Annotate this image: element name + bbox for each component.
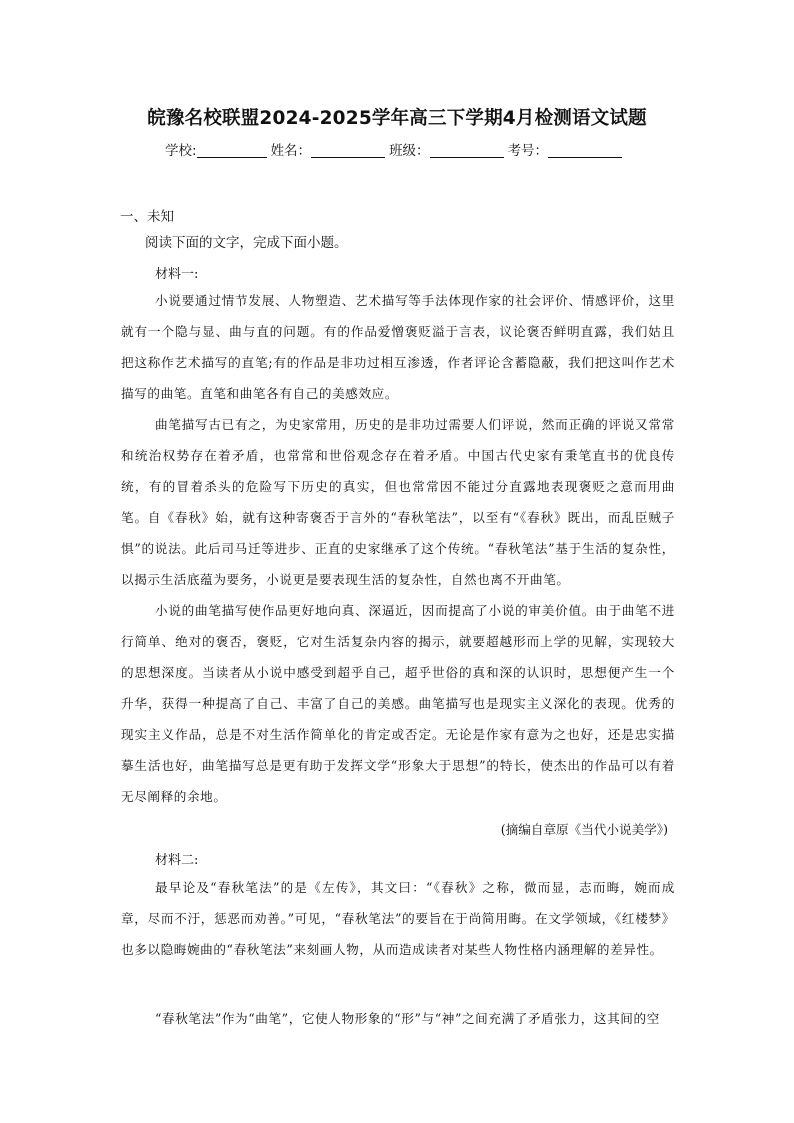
material-two-paragraph: 最早论及“春秋笔法”的是《左传》，其文曰：“《春秋》之称，微而显，志而晦，婉而成章，尽而不汙，惩恶而劝善。”可见，“春秋笔法”的要旨在于尚简用晦。在文学领域，《红楼梦》也多以隐晦婉曲的“春秋笔法”来刻画人物，从而造成读者对某些人物性格内涵理解的差异性。 <box>121 880 675 957</box>
exam-no-label: 考号： <box>507 143 549 159</box>
material-one-source: (摘编自章原《当代小说美学》) <box>500 822 668 837</box>
exam-no-blank[interactable] <box>548 143 622 158</box>
material-one-paragraph: 曲笔描写古已有之，为史家常用，历史的是非功过需要人们评说，然而正确的评说又常常和统治权势存在着矛盾，也常常和世俗观念存在着矛盾。中国古代史家有秉笔直书的优良传统，有的冒着杀头的危险写下历史的真实，但也常常因不能过分直露地表现褒贬之意而用曲笔。自《春秋》始，就有这种寄褒否于言外的“春秋笔法”，以至有“《春秋》既出，而乱臣贼子惧”的说法。此后司马迁等进步、正直的史家继承了这个传统。“春秋笔法”基于生活的复杂性，以揭示生活底蕴为要务，小说更是要表现生活的复杂性，自然也离不开曲笔。 <box>121 417 675 587</box>
material-one-label: 材料一: <box>155 267 199 282</box>
school-blank[interactable] <box>197 143 267 158</box>
page-title: 皖豫名校联盟2024-2025学年高三下学期4月检测语文试题 <box>147 108 647 129</box>
material-one-paragraph: 小说的曲笔描写使作品更好地向真、深逼近，因而提高了小说的审美价值。由于曲笔不进行简单、绝对的褒否，褒贬，它对生活复杂内容的揭示，就要超越形而上学的见解，实现较大的思想深度。当读者从小说中感受到超乎自己，超乎世俗的真和深的认识时，思想便产生一个升华，获得一种提高了自己、丰富了自己的美感。曲笔描写也是现实主义深化的表现。优秀的现实主义作品，总是不对生活作简单化的肯定或否定。无论是作家有意为之也好，还是忠实描摹生活也好，曲笔描写总是更有助于发挥文学“形象大于思想”的特长，使杰出的作品可以有着无尽阐释的余地。 <box>121 603 675 804</box>
student-info-line <box>165 139 626 159</box>
material-one-paragraph: 小说要通过情节发展、人物塑造、艺术描写等手法体现作家的社会评价、情感评价，这里就有一个隐与显、曲与直的问题。有的作品爱憎褒贬溢于言表，议论褒否鲜明直露，我们姑且把这称作艺术描写的直笔;有的作品是非功过相互渗透，作者评论含蓄隐蔽，我们把这叫作艺术描写的曲笔。直笔和曲笔各有自己的美感效应。 <box>121 293 675 401</box>
material-two-paragraph: “春秋笔法”作为“曲笔”，它使人物形象的“形”与“神”之间充满了矛盾张力，这其间的空 <box>155 1011 660 1026</box>
class-blank[interactable] <box>430 143 504 158</box>
section-heading: 一、未知 <box>120 209 174 225</box>
class-label: 班级： <box>389 143 430 159</box>
name-label: 姓名： <box>270 143 312 159</box>
reading-instruction: 阅读下面的文字，完成下面小题。 <box>145 235 348 251</box>
material-two-label: 材料二: <box>155 853 199 868</box>
name-blank[interactable] <box>311 143 385 158</box>
school-label: 学校: <box>165 143 197 159</box>
